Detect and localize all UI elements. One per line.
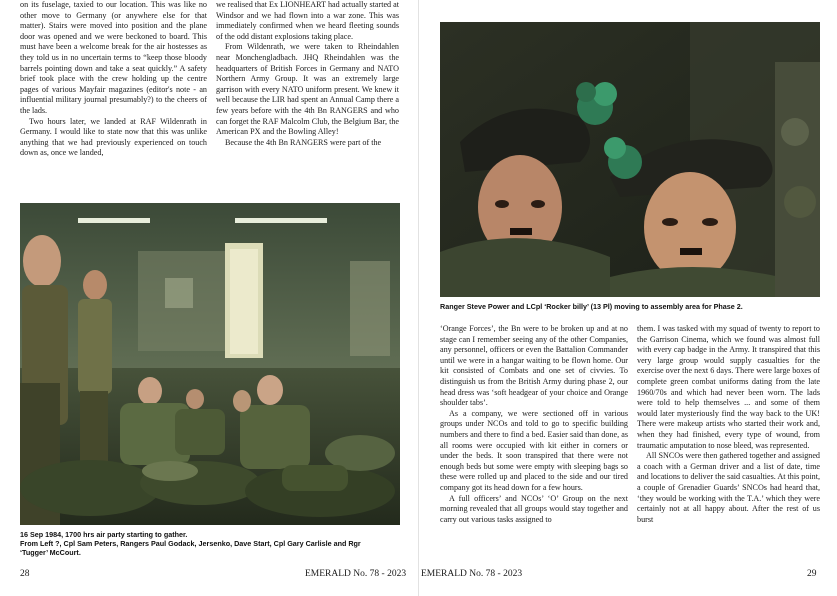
left-page-column-2 xyxy=(216,0,399,148)
footer-title: EMERALD No. 78 - 2023 xyxy=(305,569,407,579)
rangers-photo-image xyxy=(440,22,820,297)
right-page-column-2 xyxy=(637,324,820,525)
left-page-column-1 xyxy=(20,0,207,159)
air-party-photo xyxy=(20,203,400,525)
page-number: 28 xyxy=(20,569,30,579)
paragraph: Because the 4th Bn RANGERS were part of the xyxy=(225,137,382,147)
footer-title: EMERALD No. 78 - 2023 xyxy=(421,569,523,579)
air-party-photo-image xyxy=(20,203,400,525)
photo-caption: Ranger Steve Power and LCpl ‘Rocker billy’ (13 Pl) moving to assembly area for Phase 2. xyxy=(440,302,743,311)
caption-line: ‘Tugger’ McCourt. xyxy=(20,548,81,558)
photo-caption xyxy=(20,530,410,558)
paragraph: on its fuselage, taxied to our location. This was like no other move to Germany (or anywhere else for that matter). Stairs were moved into position and the plane door was opened and we were beckoned to board. This must have been a welcome break for the air hostesses as they told us in no uncertain terms to “keep those bloody barrels pointing down and take a seat quickly.” A safety brief took place with the crew holding up the centre pages of various Mayfair magazines (editor's note - an influential military journal presumably?) to the cheers of the lads. xyxy=(20,0,207,115)
paragraph: All SNCOs were then gathered together and assigned a coach with a German driver and a list of date, time and locations to deliver the said casualties. At this point, a couple of Grenadier Guards’ SNCOs had heard that, ‘they would be working with the T.A.’ which they were certainly not at all happy about. After the rest of us burst xyxy=(637,451,821,524)
paragraph: As a company, we were sectioned off in various groups under NCOs and told to go to specific building numbers and there to find a bed. Easier said than done, as all rooms were occupied with kit either in corners or under the beds. It soon transpired that there were not enough beds but some were empty with sleeping bags so these were rolled up and placed to the side and our tired company got its head down for a few hours. xyxy=(440,408,628,492)
paragraph: we realised that Ex LIONHEART had actually started at Windsor and we had flown into a war zone. This was immediately confirmed when we heard fleeting sounds of the odd distant explosions taking place. xyxy=(216,0,400,41)
paragraph: A full officers’ and NCOs’ ‘O’ Group on the next morning revealed that all groups would stay together and carry out various tasks assigned to xyxy=(440,493,628,524)
right-page-column-1 xyxy=(440,324,628,525)
caption-line: 16 Sep 1984, 1700 hrs air party starting to gather. xyxy=(20,530,188,539)
paragraph: ‘Orange Forces’, the Bn were to be broken up and at no stage can I remember seeing any of the other Companies, any personnel, officers or even the Battalion Commander until we were in a hangar waiting to be flown home. Our kit consisted of Combats and one set of civvies. To distinguish us from the British Army during phase 2, our head dress was ‘soft headgear of your choice and Orange shoulder tabs’. xyxy=(440,324,628,408)
rangers-photo xyxy=(440,22,820,297)
paragraph: them. I was tasked with my squad of twenty to report to the Garrison Cinema, which we found was almost full with every cap badge in the Army. It transpired that this very large group would supply casualties for the exercise over the next 6 days. There were large boxes of complete green combat uniforms dating from the late 1960/70s and which had never been worn. The lads were told to help themselves ... and some of them would later mysteriously find the way back to the UK! There were makeup artists who started their work and, when they had finished, every type of wound, from traumatic amputation to nose bleed, was represented. xyxy=(637,324,820,450)
paragraph: Two hours later, we landed at RAF Wildenrath in Germany. I would like to state now that this was unlike anything that we had previously experienced on touch down as, once we landed, xyxy=(20,116,207,158)
caption-line: From Left ?, Cpl Sam Peters, Rangers Paul Godack, Jersenko, Dave Start, Cpl Gary Carlisle and Rgr xyxy=(20,539,361,549)
page-number: 29 xyxy=(807,569,817,579)
left-page xyxy=(0,0,418,596)
right-page xyxy=(419,0,837,596)
paragraph: From Wildenrath, we were taken to Rheindahlen near Monchengladbach. JHQ Rheindahlen was the headquarters of British Forces in Germany and NATO Northern Army Group. It was an extremely large garrison with every NATO uniform present. We knew it well because the LIR had spent an Annual Camp there a few years before with the 4th Bn RANGERS and who can forget the RAF Malcolm Club, the Belgium Bar, the American PX and the Bowling Alley! xyxy=(216,42,399,137)
